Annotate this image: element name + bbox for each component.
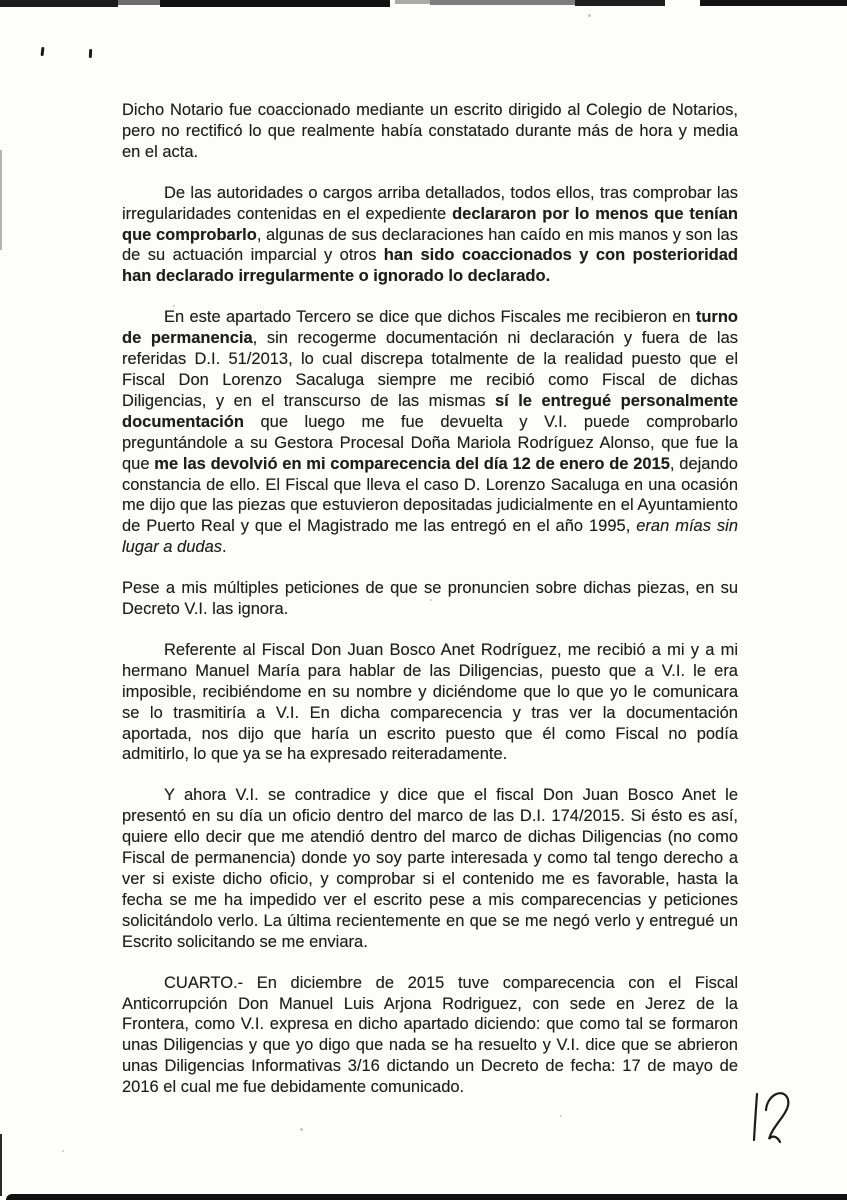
text-run: , algunas de sus declaraciones han caído en mis manos y son las de su actuación imparcial y otros xyxy=(122,225,738,265)
paragraph xyxy=(122,785,738,952)
handwritten-page-number xyxy=(742,1082,804,1154)
paragraph xyxy=(122,307,738,558)
bold-text-run: sí le entregué personalmente documentación xyxy=(122,391,739,431)
bold-text-run: me las devolvió en mi comparecencia del día 12 de enero de 2015 xyxy=(154,454,670,473)
handwritten-12-drawing xyxy=(742,1082,804,1154)
text-run: , sin recogerme documentación ni declaración y fuera de las referidas D.I. 51/2013, lo cual discrepa totalmente de la realidad puesto que el Fiscal Don Lorenzo Sacaluga siempre me recibió como Fiscal de dichas Diligencias, y en el transcurso de las mismas xyxy=(122,329,738,410)
text-run: De las autoridades o cargos arriba detallados, todos ellos, tras comprobar las irregularidades contenidas en el expediente xyxy=(122,183,738,223)
text-run: Pese a mis múltiples peticiones de que se pronuncien sobre dichas piezas, en su Decreto V.I. las ignora. xyxy=(122,579,738,619)
noise-speck xyxy=(588,14,591,17)
ink-tick-mark xyxy=(89,49,92,58)
noise-speck xyxy=(300,1128,303,1131)
bold-text-run: declararon por lo menos que tenían que comprobarlo xyxy=(122,204,738,244)
text-run: . xyxy=(222,538,227,557)
ink-tick-mark xyxy=(41,47,45,56)
text-run: Y ahora V.I. se contradice y dice que el fiscal Don Juan Bosco Anet le presentó en su día un oficio dentro del marco de las D.I. 174/2015. Si ésto es así, quiere ello decir que me atendió dentro del marco de dichas Diligencias (no como Fiscal de permanencia) donde yo soy parte interesada y como tal tengo derecho a ver si existe dicho oficio, y comprobar si el contenido me es favorable, hasta la fecha se me ha impedido ver el escrito pese a mis comparecencias y peticiones solicitándolo verlo. La última recientemente en que se me negó verlo y entregué un Escrito solicitando se me enviara. xyxy=(122,786,738,951)
paragraph xyxy=(122,183,738,288)
paragraph xyxy=(122,973,738,1098)
italic-text-run: eran mías sin lugar a dudas xyxy=(122,517,738,557)
bold-text-run: han sido coaccionados y con posterioridad han declarado irregularmente o ignorado lo declarado. xyxy=(122,246,738,286)
text-run: CUARTO.- En diciembre de 2015 tuve comparecencia con el Fiscal Anticorrupción Don Manuel Luis Arjona Rodriguez, con sede en Jerez de la Frontera, como V.I. expresa en dicho apartado diciendo: que como tal se formaron unas Diligencias y que yo digo que nada se ha resuelto y V.I. dice que se abrieron unas Diligencias Informativas 3/16 dictando un Decreto de fecha: 17 de mayo de 2016 el cual me fue debidamente comunicado. xyxy=(122,973,738,1097)
text-run: Dicho Notario fue coaccionado mediante un escrito dirigido al Colegio de Notarios, pero no rectificó lo que realmente había constatado durante más de hora y media en el acta. xyxy=(122,101,738,161)
text-run: que luego me fue devuelta y V.I. puede comprobarlo preguntándole a su Gestora Procesal Doña Mariola Rodríguez Alonso, que fue la que xyxy=(122,412,738,473)
scan-edge-bottom xyxy=(6,1194,847,1200)
document-text-block xyxy=(122,100,738,1118)
scan-edge-left xyxy=(0,1134,2,1196)
text-run: Referente al Fiscal Don Juan Bosco Anet Rodríguez, me recibió a mi y a mi hermano Manuel María para hablar de las Diligencias, puesto que a V.I. le era imposible, recibiéndome en su nombre y diciéndome que lo que yo le comunicara se lo trasmitiría a V.I. En dicha comparecencia y tras ver la documentación aportada, nos dijo que haría un escrito puesto que él como Fiscal no podía admitirlo, lo que ya se ha expresado reiteradamente. xyxy=(122,640,738,764)
noise-speck xyxy=(62,1150,64,1152)
paragraph xyxy=(122,578,738,620)
text-run: , dejando constancia de ello. El Fiscal que lleva el caso D. Lorenzo Sacaluga en una ocasión me dijo que las piezas que estuvieron depositadas judicialmente en el Ayuntamiento de Puerto Real y que el Magistrado me las entregó en el año 1995, xyxy=(122,454,738,536)
paragraph xyxy=(122,640,738,765)
paragraph xyxy=(122,100,738,163)
bold-text-run: turno de permanencia xyxy=(122,308,738,348)
scan-edge-top xyxy=(0,0,847,8)
text-run: En este apartado Tercero se dice que dichos Fiscales me recibieron en xyxy=(164,308,696,327)
scan-edge-left-faint xyxy=(0,150,2,250)
